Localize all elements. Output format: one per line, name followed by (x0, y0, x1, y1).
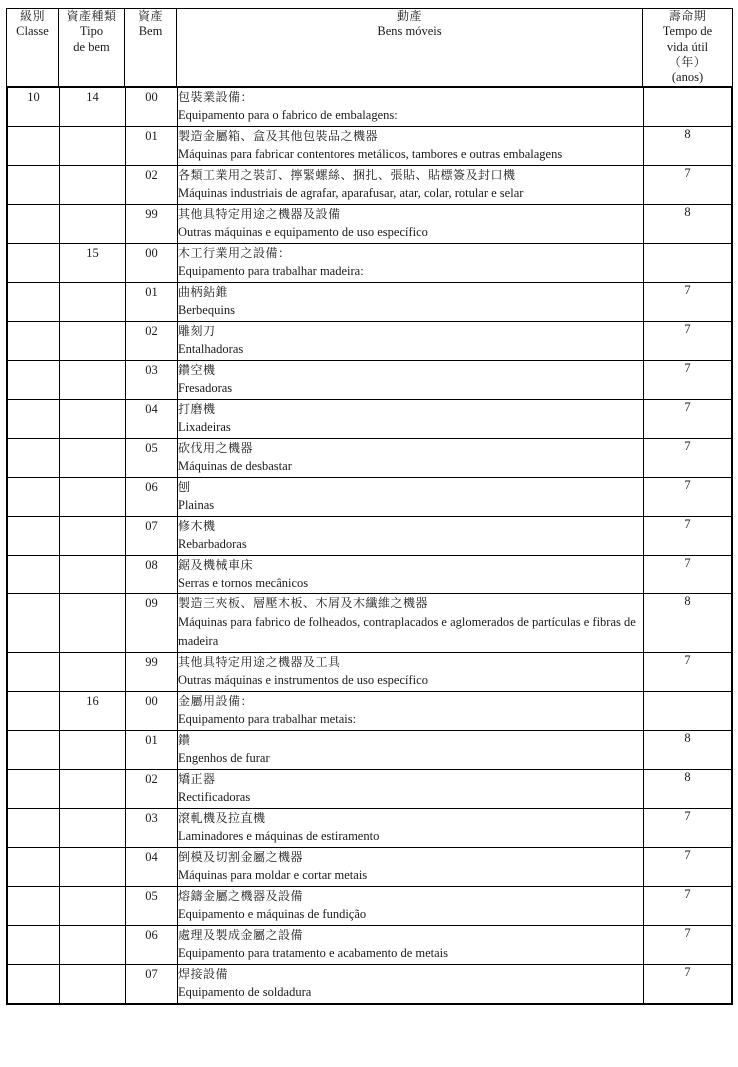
cell-classe (8, 886, 60, 925)
description-pt: Lixadeiras (178, 420, 231, 435)
description-cjk: 雕刻刀 (178, 323, 216, 338)
cell-tipo (60, 555, 126, 594)
table-row (8, 399, 732, 438)
cell-vida-util: 8 (644, 594, 732, 652)
cell-classe (8, 126, 60, 165)
cell-vida-util: 7 (644, 808, 732, 847)
cell-vida-util: 7 (644, 282, 732, 321)
cell-tipo: 15 (60, 243, 126, 282)
cell-bem: 07 (126, 516, 178, 555)
cell-tipo (60, 730, 126, 769)
cell-bem: 03 (126, 808, 178, 847)
description-cjk: 刨 (178, 479, 191, 494)
description-pt: Equipamento para trabalhar madeira: (178, 264, 364, 279)
cell-vida-util: 7 (644, 555, 732, 594)
description-pt: Rectificadoras (178, 790, 251, 805)
cell-description (178, 243, 644, 282)
cell-vida-util: 7 (644, 516, 732, 555)
description-pt: Engenhos de furar (178, 751, 270, 766)
description-pt: Entalhadoras (178, 342, 244, 357)
table-row (8, 691, 732, 730)
cell-description (178, 516, 644, 555)
table-row (8, 808, 732, 847)
cell-tipo (60, 964, 126, 1003)
description-cjk: 鑽 (178, 732, 191, 747)
description-cjk: 處理及製成金屬之設備 (178, 927, 304, 942)
table-row (8, 925, 732, 964)
table-row (8, 769, 732, 808)
cell-classe (8, 204, 60, 243)
cell-bem: 01 (126, 282, 178, 321)
description-pt: Equipamento para trabalhar metais: (178, 712, 357, 727)
description-pt: Máquinas para fabrico de folheados, contraplacados e aglomerados de partículas e fibras de madeira (178, 615, 636, 649)
cell-vida-util: 7 (644, 399, 732, 438)
cell-bem: 05 (126, 886, 178, 925)
table-row (8, 282, 732, 321)
cell-vida-util (644, 87, 732, 126)
table-row (8, 652, 732, 691)
cell-description (178, 691, 644, 730)
description-cjk: 滾軋機及拉直機 (178, 810, 266, 825)
cell-bem: 06 (126, 925, 178, 964)
cell-vida-util: 7 (644, 438, 732, 477)
table-rows (7, 87, 732, 1004)
cell-classe (8, 399, 60, 438)
table-row (8, 516, 732, 555)
cell-tipo (60, 925, 126, 964)
cell-description (178, 126, 644, 165)
description-cjk: 製造三夾板、層壓木板、木屑及木纖維之機器 (178, 596, 429, 611)
cell-vida-util: 7 (644, 964, 732, 1003)
description-cjk: 鑽空機 (178, 362, 216, 377)
description-cjk: 砍伐用之機器 (178, 440, 254, 455)
cell-tipo (60, 360, 126, 399)
cell-classe (8, 243, 60, 282)
cell-tipo (60, 769, 126, 808)
cell-vida-util: 7 (644, 321, 732, 360)
cell-tipo (60, 282, 126, 321)
table-body (7, 86, 733, 1004)
cell-description (178, 360, 644, 399)
cell-tipo (60, 399, 126, 438)
cell-classe (8, 594, 60, 652)
table-row (8, 847, 732, 886)
cell-classe (8, 964, 60, 1003)
cell-tipo (60, 165, 126, 204)
description-pt: Máquinas de desbastar (178, 459, 292, 474)
cell-vida-util (644, 243, 732, 282)
cell-description (178, 282, 644, 321)
table-row (8, 87, 732, 126)
asset-depreciation-table (6, 8, 733, 1005)
cell-vida-util: 7 (644, 477, 732, 516)
cell-classe (8, 691, 60, 730)
table-row (8, 243, 732, 282)
cell-vida-util: 8 (644, 126, 732, 165)
cell-vida-util: 7 (644, 847, 732, 886)
description-pt: Berbequins (178, 303, 235, 318)
cell-vida-util: 7 (644, 360, 732, 399)
description-pt: Equipamento para tratamento e acabamento de metais (178, 946, 449, 961)
header-bens-moveis: 動產 Bens móveis (177, 9, 643, 87)
cell-description (178, 321, 644, 360)
cell-classe (8, 730, 60, 769)
description-cjk: 鋸及機械車床 (178, 557, 254, 572)
cell-bem: 02 (126, 321, 178, 360)
cell-bem: 99 (126, 652, 178, 691)
description-cjk: 其他具特定用途之機器及工具 (178, 654, 341, 669)
table-row (8, 886, 732, 925)
description-pt: Fresadoras (178, 381, 233, 396)
cell-tipo (60, 594, 126, 652)
table-row (8, 321, 732, 360)
cell-bem: 02 (126, 165, 178, 204)
cell-vida-util: 8 (644, 769, 732, 808)
cell-classe (8, 555, 60, 594)
cell-description (178, 399, 644, 438)
description-pt: Equipamento de soldadura (178, 985, 312, 1000)
cell-classe (8, 769, 60, 808)
description-cjk: 金屬用設備： (178, 693, 254, 708)
cell-vida-util: 7 (644, 652, 732, 691)
cell-tipo (60, 886, 126, 925)
description-cjk: 製造金屬箱、盒及其他包裝品之機器 (178, 128, 379, 143)
cell-tipo (60, 808, 126, 847)
cell-description (178, 925, 644, 964)
description-cjk: 熔鑄金屬之機器及設備 (178, 888, 304, 903)
cell-bem: 00 (126, 243, 178, 282)
cell-vida-util: 7 (644, 925, 732, 964)
cell-description (178, 808, 644, 847)
description-cjk: 倒模及切割金屬之機器 (178, 849, 304, 864)
description-cjk: 其他具特定用途之機器及設備 (178, 206, 341, 221)
cell-classe (8, 360, 60, 399)
cell-classe (8, 925, 60, 964)
cell-classe (8, 652, 60, 691)
cell-classe (8, 282, 60, 321)
cell-bem: 08 (126, 555, 178, 594)
cell-bem: 03 (126, 360, 178, 399)
cell-bem: 05 (126, 438, 178, 477)
cell-classe (8, 477, 60, 516)
header-tipo-de-bem: 資產種類 Tipo de bem (59, 9, 125, 87)
cell-description (178, 769, 644, 808)
table-row (8, 126, 732, 165)
cell-bem: 04 (126, 847, 178, 886)
cell-classe (8, 438, 60, 477)
description-pt: Máquinas para fabricar contentores metálicos, tambores e outras embalagens (178, 147, 563, 162)
cell-description (178, 204, 644, 243)
description-pt: Equipamento e máquinas de fundição (178, 907, 367, 922)
cell-tipo (60, 204, 126, 243)
header-tempo-vida-util: 壽命期 Tempo de vida útil （年） (anos) (643, 9, 733, 87)
description-cjk: 包裝業設備： (178, 89, 254, 104)
table-row (8, 964, 732, 1003)
cell-bem: 04 (126, 399, 178, 438)
table-header (7, 9, 733, 87)
table-row (8, 730, 732, 769)
description-pt: Máquinas para moldar e cortar metais (178, 868, 368, 883)
cell-tipo (60, 126, 126, 165)
cell-bem: 00 (126, 691, 178, 730)
cell-description (178, 652, 644, 691)
cell-bem: 01 (126, 730, 178, 769)
cell-tipo (60, 652, 126, 691)
table-row (8, 438, 732, 477)
cell-description (178, 594, 644, 652)
cell-bem: 00 (126, 87, 178, 126)
header-bem: 資產 Bem (125, 9, 177, 87)
description-pt: Laminadores e máquinas de estiramento (178, 829, 380, 844)
description-cjk: 修木機 (178, 518, 216, 533)
cell-classe (8, 321, 60, 360)
cell-classe (8, 847, 60, 886)
description-cjk: 焊接設備 (178, 966, 229, 981)
cell-tipo (60, 321, 126, 360)
cell-description (178, 555, 644, 594)
cell-bem: 99 (126, 204, 178, 243)
cell-vida-util: 7 (644, 886, 732, 925)
cell-bem: 07 (126, 964, 178, 1003)
table-row (8, 477, 732, 516)
description-cjk: 木工行業用之設備： (178, 245, 291, 260)
cell-vida-util: 8 (644, 730, 732, 769)
cell-vida-util (644, 691, 732, 730)
description-pt: Outras máquinas e instrumentos de uso específico (178, 673, 428, 688)
cell-vida-util: 7 (644, 165, 732, 204)
cell-description (178, 477, 644, 516)
table-row (8, 165, 732, 204)
description-pt: Máquinas industriais de agrafar, aparafusar, atar, colar, rotular e selar (178, 186, 524, 201)
cell-classe: 10 (8, 87, 60, 126)
cell-bem: 01 (126, 126, 178, 165)
description-pt: Equipamento para o fabrico de embalagens: (178, 108, 398, 123)
cell-description (178, 730, 644, 769)
description-pt: Rebarbadoras (178, 537, 247, 552)
description-pt: Plainas (178, 498, 215, 513)
cell-description (178, 438, 644, 477)
header-classe: 級別 Classe (7, 9, 59, 87)
cell-tipo (60, 438, 126, 477)
cell-tipo (60, 847, 126, 886)
description-cjk: 各類工業用之裝訂、擰緊螺絲、捆扎、張貼、貼標簽及封口機 (178, 167, 516, 182)
cell-bem: 09 (126, 594, 178, 652)
cell-vida-util: 8 (644, 204, 732, 243)
cell-tipo: 16 (60, 691, 126, 730)
description-cjk: 曲柄鉆錐 (178, 284, 229, 299)
cell-description (178, 847, 644, 886)
cell-classe (8, 165, 60, 204)
table-row (8, 594, 732, 652)
cell-tipo (60, 477, 126, 516)
description-pt: Serras e tornos mecânicos (178, 576, 309, 591)
cell-classe (8, 808, 60, 847)
table-row (8, 204, 732, 243)
cell-description (178, 87, 644, 126)
cell-tipo: 14 (60, 87, 126, 126)
description-cjk: 打磨機 (178, 401, 216, 416)
cell-tipo (60, 516, 126, 555)
cell-description (178, 165, 644, 204)
description-pt: Outras máquinas e equipamento de uso específico (178, 225, 428, 240)
cell-bem: 02 (126, 769, 178, 808)
cell-bem: 06 (126, 477, 178, 516)
table-row (8, 360, 732, 399)
cell-classe (8, 516, 60, 555)
cell-description (178, 886, 644, 925)
table-row (8, 555, 732, 594)
cell-description (178, 964, 644, 1003)
description-cjk: 矯正器 (178, 771, 216, 786)
